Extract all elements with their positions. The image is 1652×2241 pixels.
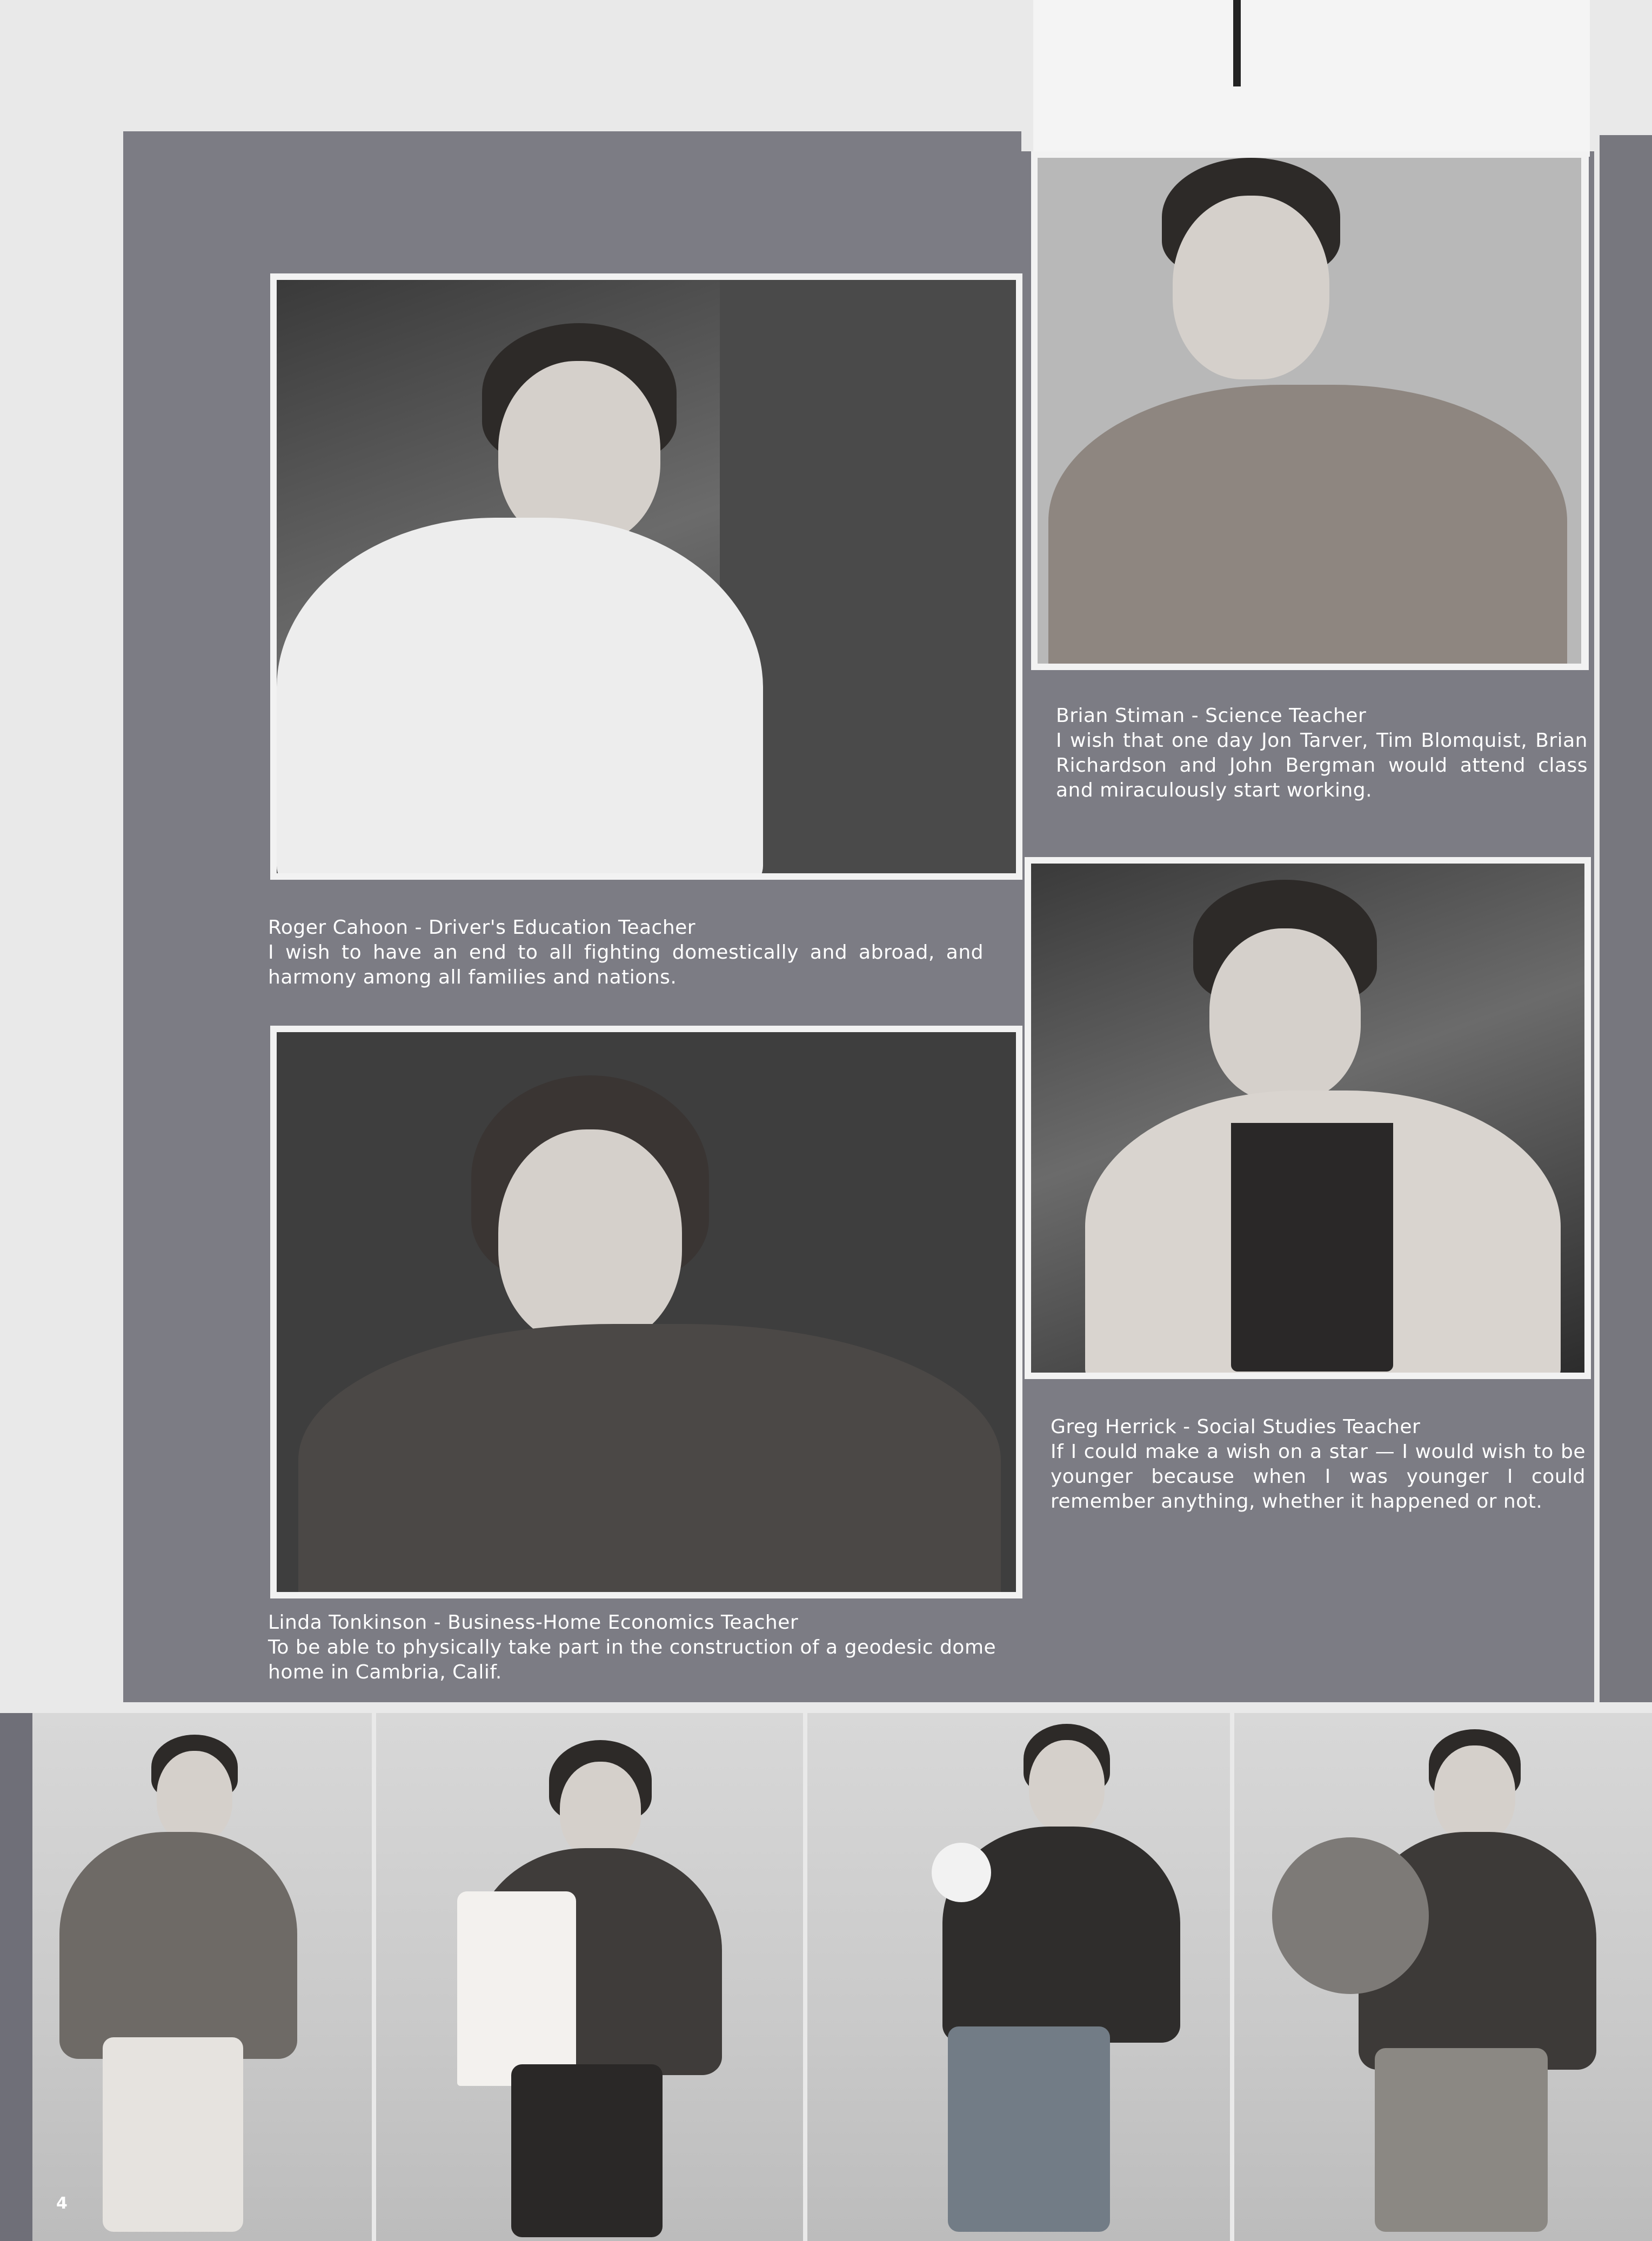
photo-prop-model (932, 1843, 991, 1902)
photo-bottom-4 (1234, 1713, 1652, 2241)
photo-figure-legs (1375, 2048, 1548, 2232)
photo-figure-head (1434, 1745, 1515, 1843)
photo-bottom-3 (807, 1713, 1230, 2241)
photo-figure-legs (511, 2064, 663, 2237)
photo-backdrop (720, 280, 1022, 880)
photo-linda-tonkinson (270, 1026, 1022, 1598)
photo-figure-vest (1231, 1123, 1393, 1372)
photo-figure-body (59, 1832, 297, 2059)
photo-bottom-2 (376, 1713, 803, 2241)
caption-linda-tonkinson (268, 1610, 1025, 1685)
caption-wish: To be able to physically take part in the construction of a geodesic dome home in Cambria, Calif. (268, 1636, 996, 1683)
photo-figure-body (277, 518, 763, 880)
photo-prop-bag (457, 1891, 576, 2086)
caption-greg-herrick (1051, 1415, 1586, 1514)
photo-prop-globe (1272, 1837, 1429, 1994)
photo-bottom-1 (0, 1713, 372, 2241)
photo-figure-legs (948, 2026, 1110, 2232)
caption-title: Linda Tonkinson - Business-Home Economics Teacher (268, 1611, 799, 1634)
photo-edge-bar (0, 1713, 32, 2241)
caption-title: Greg Herrick - Social Studies Teacher (1051, 1416, 1421, 1438)
photo-figure-head (1029, 1740, 1105, 1832)
photo-figure-head (1209, 928, 1361, 1101)
caption-brian-stiman (1056, 704, 1588, 803)
caption-title: Brian Stiman - Science Teacher (1056, 705, 1367, 727)
caption-roger-cahoon (268, 915, 984, 990)
photo-figure-head (498, 361, 660, 545)
photo-roger-cahoon (270, 273, 1022, 880)
divider-line (1233, 0, 1241, 86)
photo-brian-stiman (1031, 151, 1589, 670)
photo-figure-head (157, 1751, 232, 1843)
photo-greg-herrick (1025, 857, 1591, 1379)
caption-title: Roger Cahoon - Driver's Education Teacher (268, 917, 696, 939)
photo-figure-head (498, 1129, 682, 1346)
caption-wish: I wish to have an end to all fighting domestically and abroad, and harmony among all families and nations. (268, 941, 984, 988)
caption-wish: I wish that one day Jon Tarver, Tim Blomquist, Brian Richardson and John Bergman would attend class and miraculously start working. (1056, 730, 1588, 801)
photo-figure-head (560, 1762, 641, 1859)
paper-sheet (1033, 0, 1590, 157)
caption-wish: If I could make a wish on a star — I would wish to be younger because when I was younger I could remember anything, whether it happened or not. (1051, 1441, 1586, 1513)
page-number: 4 (56, 2194, 68, 2213)
photo-figure-head (1173, 196, 1329, 379)
photo-figure-body (1048, 385, 1567, 670)
photo-figure-legs (103, 2037, 243, 2232)
photo-figure-body (298, 1324, 1001, 1598)
edge-strip (1600, 135, 1652, 1702)
